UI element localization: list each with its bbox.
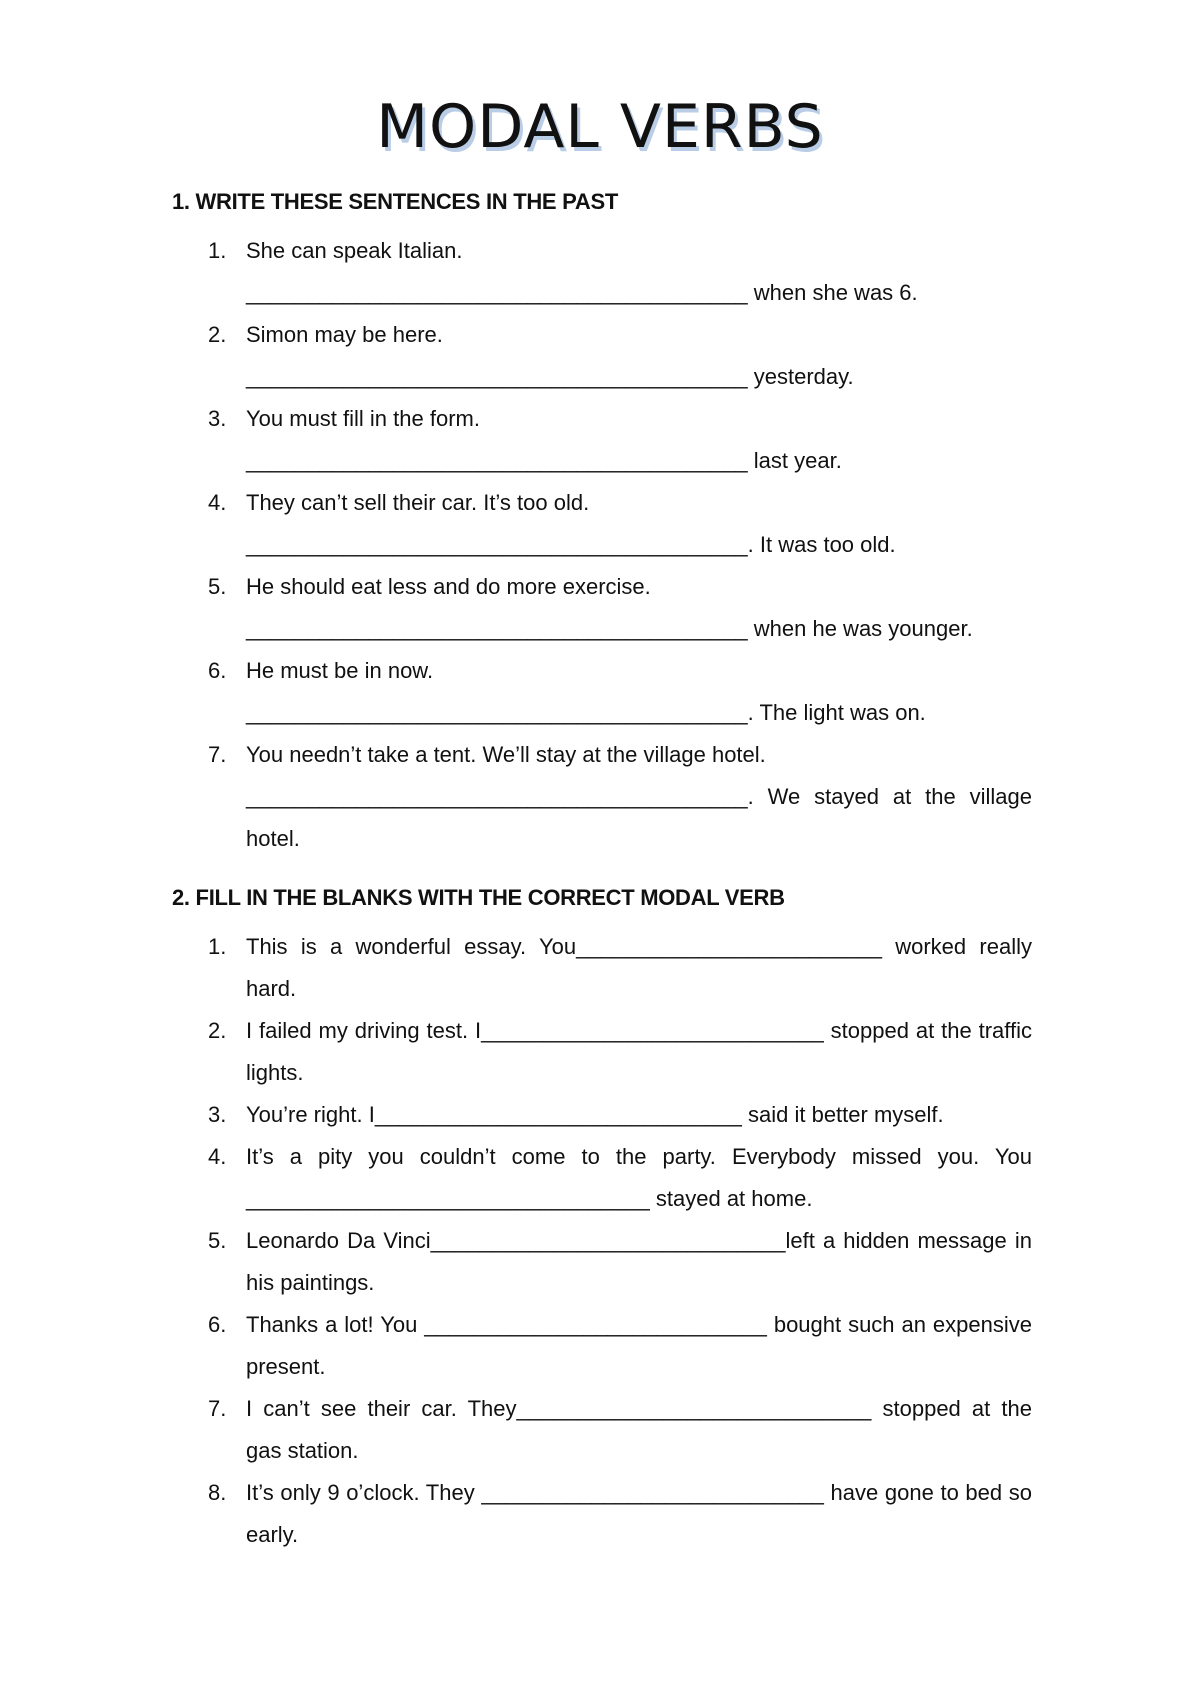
sentence-start: Leonardo Da Vinci	[246, 1228, 431, 1253]
sentence-start: This is a wonderful essay. You	[246, 934, 577, 959]
list-item	[172, 926, 1032, 1010]
exercise-list	[172, 926, 1032, 1556]
item-prompt: She can speak Italian.	[246, 238, 463, 263]
answer-blank[interactable]: _________________________________	[246, 1186, 650, 1211]
item-prompt: They can’t sell their car. It’s too old.	[246, 490, 590, 515]
item-number: 7.	[208, 742, 227, 767]
list-item	[172, 734, 1032, 860]
answer-blank[interactable]: ____________________________	[481, 1018, 824, 1043]
exercise-list	[172, 230, 1032, 860]
item-prompt: You must fill in the form.	[246, 406, 480, 431]
list-item	[172, 230, 1032, 314]
section-heading: 2. FILL IN THE BLANKS WITH THE CORRECT MODAL VERB	[172, 885, 785, 910]
answer-line	[246, 692, 1032, 734]
sentence-end: bought such an expensive present.	[246, 1312, 1032, 1379]
item-number: 5.	[208, 574, 227, 599]
list-item	[172, 1304, 1032, 1388]
answer-blank[interactable]: _________________________________________	[246, 532, 748, 557]
answer-line	[246, 356, 1032, 398]
answer-blank[interactable]: _________________________________________	[246, 700, 748, 725]
item-number: 5.	[208, 1228, 227, 1253]
item-number: 7.	[208, 1396, 227, 1421]
sentence-end: have gone to bed so early.	[246, 1480, 1032, 1547]
answer-blank[interactable]: _________________________	[576, 934, 882, 959]
answer-line	[246, 776, 1032, 860]
answer-blank[interactable]: _________________________________________	[246, 364, 748, 389]
answer-suffix: when she was 6.	[747, 280, 918, 305]
item-number: 3.	[208, 406, 227, 431]
item-prompt: You needn’t take a tent. We’ll stay at the village hotel.	[246, 742, 766, 767]
list-item	[172, 1094, 1032, 1136]
page-title: MODAL VERBS	[376, 92, 824, 162]
item-number: 8.	[208, 1480, 227, 1505]
answer-blank[interactable]: ______________________________	[374, 1102, 742, 1127]
item-number: 2.	[208, 1018, 227, 1043]
list-item	[172, 1220, 1032, 1304]
list-item	[172, 314, 1032, 398]
sentence-start: I failed my driving test. I	[246, 1018, 482, 1043]
list-item	[172, 1472, 1032, 1556]
item-number: 1.	[208, 238, 227, 263]
answer-line	[246, 440, 1032, 482]
answer-suffix: . We stayed at the village hotel.	[246, 784, 1032, 851]
item-number: 6.	[208, 1312, 227, 1337]
item-number: 3.	[208, 1102, 227, 1127]
item-number: 2.	[208, 322, 227, 347]
answer-blank[interactable]: ____________________________	[424, 1312, 767, 1337]
sentence-start: You’re right. I	[246, 1102, 375, 1127]
answer-line	[246, 524, 1032, 566]
list-item	[172, 1136, 1032, 1220]
item-prompt: He must be in now.	[246, 658, 434, 683]
item-prompt: Simon may be here.	[246, 322, 443, 347]
answer-suffix: yesterday.	[747, 364, 854, 389]
list-item	[172, 482, 1032, 566]
answer-blank[interactable]: _____________________________	[430, 1228, 786, 1253]
item-number: 4.	[208, 490, 227, 515]
list-item	[172, 1388, 1032, 1472]
list-item	[172, 398, 1032, 482]
section-write-in-past	[172, 188, 1032, 860]
answer-suffix: last year.	[747, 448, 842, 473]
sentence-start: I can’t see their car. They	[246, 1396, 517, 1421]
answer-blank[interactable]: _________________________________________	[246, 280, 748, 305]
answer-line	[246, 272, 1032, 314]
sentence-start: It’s a pity you couldn’t come to the party. Everybody missed you. You	[246, 1144, 1032, 1169]
item-number: 4.	[208, 1144, 227, 1169]
sentence-end: stopped at the traffic lights.	[246, 1018, 1032, 1085]
item-number: 6.	[208, 658, 227, 683]
answer-suffix: . It was too old.	[747, 532, 896, 557]
sentence-end: stopped at the gas station.	[246, 1396, 1032, 1463]
sentence-end: worked really hard.	[246, 934, 1032, 1001]
answer-blank[interactable]: ____________________________	[481, 1480, 824, 1505]
section-heading: 1. WRITE THESE SENTENCES IN THE PAST	[172, 189, 618, 214]
list-item	[172, 1010, 1032, 1094]
answer-suffix: when he was younger.	[747, 616, 973, 641]
answer-blank[interactable]: _________________________________________	[246, 616, 748, 641]
item-prompt: He should eat less and do more exercise.	[246, 574, 651, 599]
item-number: 1.	[208, 934, 227, 959]
section-fill-in-blanks	[172, 884, 1032, 1556]
answer-blank[interactable]: _________________________________________	[246, 448, 748, 473]
answer-suffix: . The light was on.	[747, 700, 926, 725]
answer-line	[246, 608, 1032, 650]
sentence-start: Thanks a lot! You	[246, 1312, 425, 1337]
sentence-end: left a hidden message in his paintings.	[246, 1228, 1032, 1295]
sentence-end: stayed at home.	[649, 1186, 813, 1211]
answer-blank[interactable]: _____________________________	[516, 1396, 872, 1421]
list-item	[172, 650, 1032, 734]
list-item	[172, 566, 1032, 650]
sentence-end: said it better myself.	[741, 1102, 944, 1127]
answer-blank[interactable]: _________________________________________	[246, 784, 748, 809]
sentence-start: It’s only 9 o’clock. They	[246, 1480, 482, 1505]
